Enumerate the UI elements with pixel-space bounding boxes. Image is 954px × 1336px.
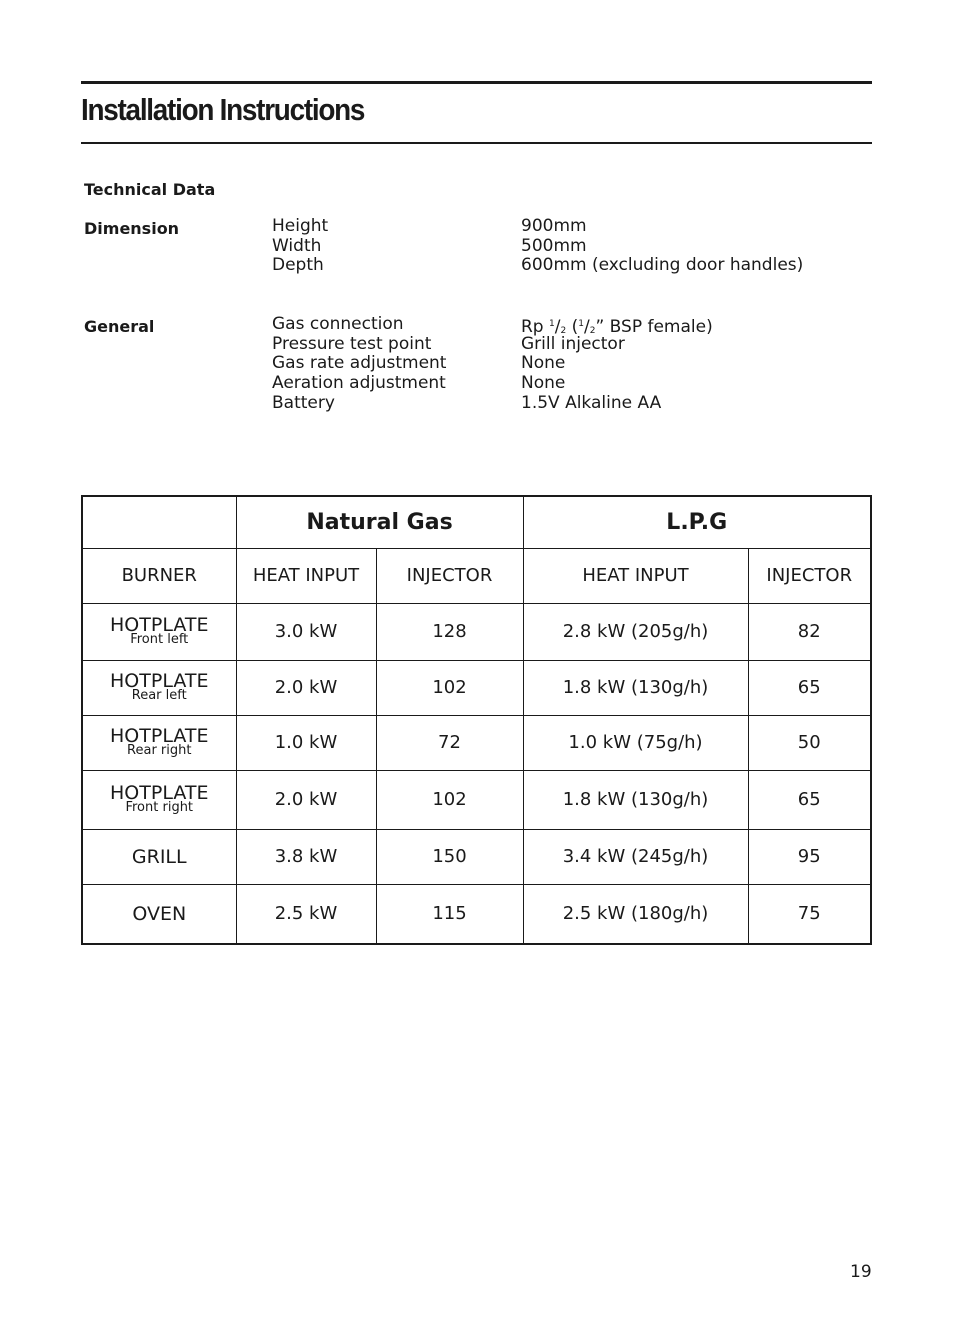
fraction-denominator: 2 <box>589 326 596 336</box>
general-value: None <box>521 373 566 394</box>
ng-injector-cell: 115 <box>376 884 523 944</box>
natural-gas-header: Natural Gas <box>236 496 523 548</box>
lpg-injector-cell: 82 <box>748 603 871 660</box>
general-value: None <box>521 353 566 374</box>
lpg-heat-input-cell: 3.4 kW (245g/h) <box>523 829 748 884</box>
ng-injector-cell: 128 <box>376 603 523 660</box>
gas-connection-prefix: Rp <box>521 317 550 337</box>
ng-heat-input-header: HEAT INPUT <box>236 548 376 603</box>
technical-data-heading: Technical Data <box>84 180 216 199</box>
burner-name: HOTPLATE <box>110 781 209 804</box>
lpg-heat-input-cell: 2.5 kW (180g/h) <box>523 884 748 944</box>
burner-name: HOTPLATE <box>110 724 209 747</box>
dimension-label: Height <box>272 216 329 236</box>
ng-heat-input-cell: 1.0 kW <box>236 715 376 770</box>
fraction-numerator: 1 <box>578 319 584 329</box>
dimension-value: 500mm <box>521 235 587 256</box>
page-number: 19 <box>850 1262 872 1282</box>
burner-position: Front left <box>130 631 189 647</box>
lpg-injector-header: INJECTOR <box>748 548 871 603</box>
fraction-denominator: 2 <box>560 326 567 336</box>
ng-heat-input-cell: 2.0 kW <box>236 770 376 829</box>
lpg-injector-cell: 75 <box>748 884 871 944</box>
lpg-heat-input-cell: 1.8 kW (130g/h) <box>523 770 748 829</box>
table-row <box>82 715 871 770</box>
burner-cell <box>82 660 236 715</box>
ng-heat-input-cell: 2.5 kW <box>236 884 376 944</box>
dimension-label: Width <box>272 235 322 256</box>
lpg-injector-cell: 65 <box>748 770 871 829</box>
lpg-heat-input-header: HEAT INPUT <box>523 548 748 603</box>
general-label: Battery <box>272 392 335 413</box>
table-row <box>82 884 871 944</box>
table-row <box>82 660 871 715</box>
general-value: 1.5V Alkaline AA <box>521 392 662 413</box>
fraction-numerator: 1 <box>549 319 555 329</box>
lpg-header: L.P.G <box>523 496 871 548</box>
ng-injector-cell: 72 <box>376 715 523 770</box>
burner-name: HOTPLATE <box>110 613 209 636</box>
ng-injector-header: INJECTOR <box>376 548 523 603</box>
general-label: Pressure test point <box>272 333 432 354</box>
burner-column-header: BURNER <box>82 548 236 603</box>
lpg-injector-cell: 50 <box>748 715 871 770</box>
gas-rating-table <box>81 495 872 945</box>
ng-heat-input-cell: 3.8 kW <box>236 829 376 884</box>
dimension-label: Depth <box>272 255 324 276</box>
burner-name: HOTPLATE <box>110 669 209 692</box>
burner-name: OVEN <box>132 902 187 925</box>
ng-injector-cell: 102 <box>376 660 523 715</box>
dimension-labels <box>272 217 328 276</box>
ng-injector-cell: 102 <box>376 770 523 829</box>
general-value: Grill injector <box>521 333 625 354</box>
empty-header-cell <box>82 496 236 548</box>
dimension-heading: Dimension <box>84 219 180 238</box>
burner-position: Rear right <box>127 742 192 758</box>
burner-position: Front right <box>125 799 194 815</box>
lpg-heat-input-cell: 1.8 kW (130g/h) <box>523 660 748 715</box>
gas-connection-value: Rp $^1$/2 ($^1$/2” BSP female) <box>521 317 713 337</box>
general-values <box>521 315 713 413</box>
lpg-injector-cell: 65 <box>748 660 871 715</box>
gas-connection-suffix: ” BSP female) <box>595 317 713 337</box>
general-label: Aeration adjustment <box>272 373 446 394</box>
general-label: Gas connection <box>272 314 404 334</box>
burner-cell <box>82 829 236 884</box>
burner-name: GRILL <box>131 845 187 868</box>
dimension-value: 900mm <box>521 216 587 236</box>
general-label: Gas rate adjustment <box>272 353 447 374</box>
burner-cell <box>82 603 236 660</box>
burner-position: Rear left <box>131 687 187 703</box>
table-row <box>82 829 871 884</box>
dimension-values <box>521 217 803 276</box>
table-row <box>82 603 871 660</box>
lpg-injector-cell: 95 <box>748 829 871 884</box>
burner-cell <box>82 715 236 770</box>
dimension-value: 600mm (excluding door handles) <box>521 255 804 276</box>
ng-injector-cell: 150 <box>376 829 523 884</box>
table-row <box>82 770 871 829</box>
burner-cell <box>82 884 236 944</box>
ng-heat-input-cell: 3.0 kW <box>236 603 376 660</box>
lpg-heat-input-cell: 1.0 kW (75g/h) <box>523 715 748 770</box>
ng-heat-input-cell: 2.0 kW <box>236 660 376 715</box>
header-bottom-rule <box>81 142 872 144</box>
general-heading: General <box>84 317 155 336</box>
page-title: Installation Instructions <box>81 92 365 127</box>
gas-connection-open: ( <box>566 317 579 337</box>
lpg-heat-input-cell: 2.8 kW (205g/h) <box>523 603 748 660</box>
burner-cell <box>82 770 236 829</box>
group-header-row <box>82 496 871 548</box>
column-header-row <box>82 548 871 603</box>
general-labels <box>272 315 446 413</box>
header-top-rule <box>81 81 872 84</box>
